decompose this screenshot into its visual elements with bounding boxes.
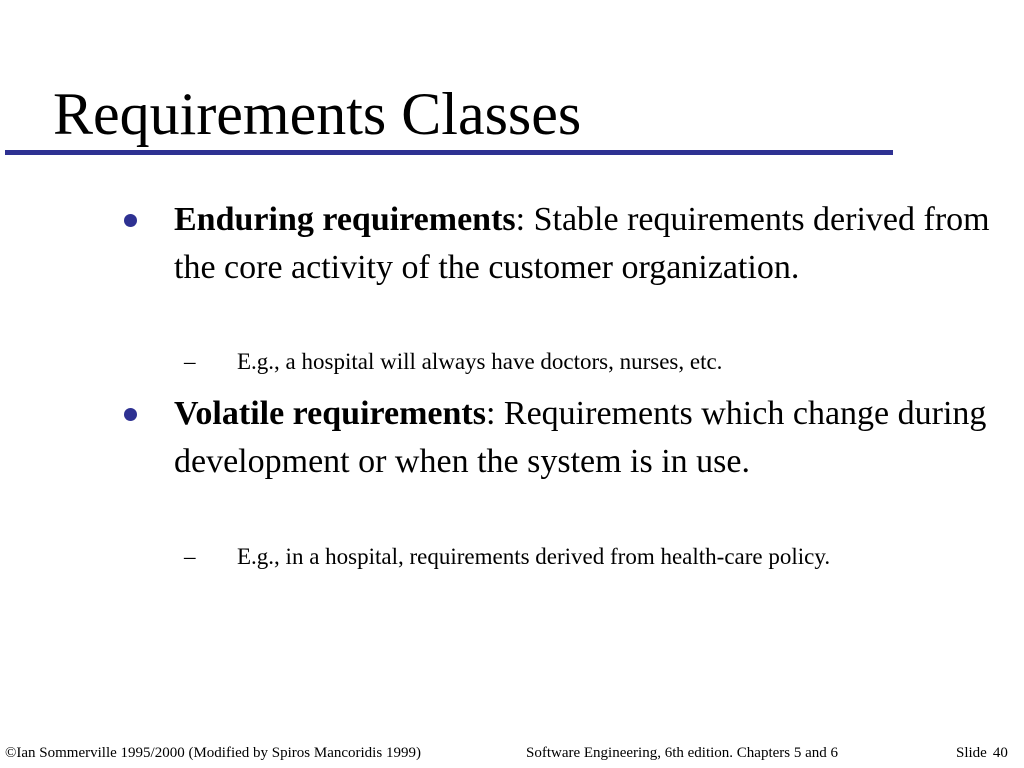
bullet-description: : Stable requirements derived from the core activity of the customer organization. [174, 201, 990, 286]
dash-icon: – [184, 349, 196, 374]
slide-number: 40 [992, 745, 1008, 761]
bullet-term: Volatile requirements [174, 395, 486, 432]
footer-course-title: Software Engineering, 6th edition. Chapters 5 and 6 [526, 745, 839, 761]
bullet-dot-icon [124, 214, 137, 227]
dash-icon: – [184, 544, 196, 569]
slide-label: Slide [956, 745, 987, 761]
footer-copyright: ©Ian Sommerville 1995/2000 (Modified by Spiros Mancoridis 1999) [5, 745, 421, 761]
bullet-text [174, 196, 994, 292]
bullet-description: : Requirements which change during development or when the system is in use. [174, 395, 987, 480]
slide-title: Requirements Classes [53, 81, 582, 147]
bullet-term: Enduring requirements [174, 201, 516, 238]
bullet-text [174, 390, 994, 486]
sub-item-text: E.g., in a hospital, requirements derived from health-care policy. [237, 544, 831, 569]
footer-slide-number [956, 744, 1008, 762]
sub-item-text: E.g., a hospital will always have doctors, nurses, etc. [237, 349, 723, 374]
bullet-dot-icon [124, 408, 137, 421]
